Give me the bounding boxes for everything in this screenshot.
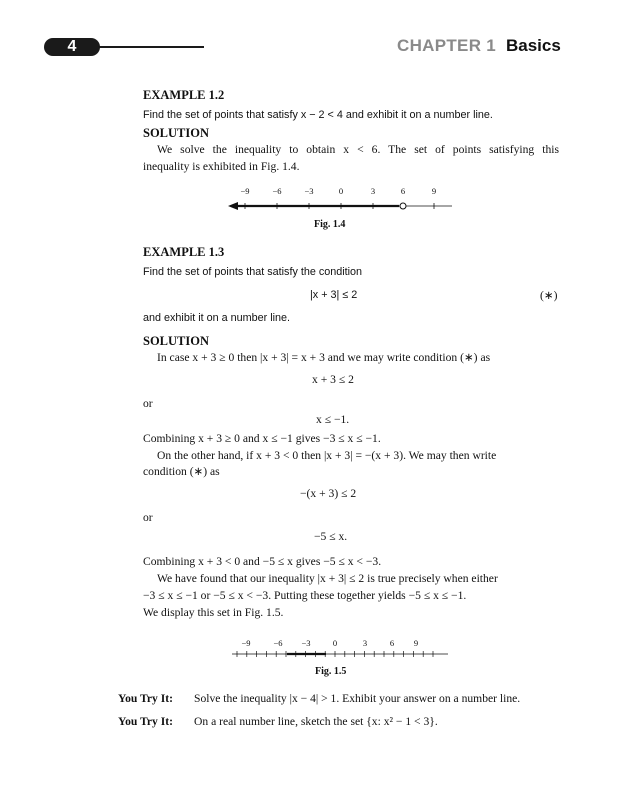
- example-1-3-prompt: Find the set of points that satisfy the condition: [143, 266, 363, 278]
- example-1-3-eq3: −(x + 3) ≤ 2: [300, 487, 357, 500]
- you-try-it-label-2: You Try It:: [118, 715, 173, 728]
- fig-1-5-tick-label: −9: [241, 638, 251, 648]
- fig-1-4-tick-label: 0: [338, 186, 344, 196]
- fig-1-5-ticks: [237, 651, 433, 657]
- example-1-3-solution-heading: SOLUTION: [143, 334, 209, 348]
- example-1-2-solution-line1: We solve the inequality to obtain x < 6. The set of points satisfying this: [157, 143, 559, 156]
- example-1-3-s1: In case x + 3 ≥ 0 then |x + 3| = x + 3 and we may write condition (∗) as: [157, 351, 491, 364]
- header-rule: [96, 46, 204, 48]
- example-1-2-solution-line2: inequality is exhibited in Fig. 1.4.: [143, 160, 300, 173]
- fig-1-4-tick-label: −3: [304, 186, 314, 196]
- example-1-3-s3: On the other hand, if x + 3 < 0 then |x + 3| = −(x + 3). We may then write: [157, 449, 497, 462]
- fig-1-5-tick-label: 6: [389, 638, 395, 648]
- fig-1-4-tick-label: −6: [272, 186, 282, 196]
- example-1-3-s2: Combining x + 3 ≥ 0 and x ≤ −1 gives −3 ≤ x ≤ −1.: [143, 432, 381, 445]
- fig-1-4-tick-label: −9: [240, 186, 250, 196]
- you-try-it-text-2: On a real number line, sketch the set {x: x² − 1 < 3}.: [194, 715, 438, 728]
- example-1-3-eq1: x + 3 ≤ 2: [312, 373, 354, 386]
- chapter-title: Basics: [506, 36, 561, 55]
- example-1-3-eq2: x ≤ −1.: [316, 413, 350, 426]
- fig-1-5-tick-label: 9: [413, 638, 419, 648]
- page-number-badge: 4: [44, 38, 100, 56]
- chapter-label: CHAPTER 1: [397, 36, 497, 55]
- you-try-it-text-1: Solve the inequality |x − 4| > 1. Exhibit your answer on a number line.: [194, 692, 521, 705]
- example-1-2-solution-heading: SOLUTION: [143, 126, 209, 140]
- you-try-it-label-1: You Try It:: [118, 692, 173, 705]
- example-1-3-s7: −3 ≤ x ≤ −1 or −5 ≤ x < −3. Putting these together yields −5 ≤ x ≤ −1.: [143, 589, 467, 602]
- example-1-3-s5: Combining x + 3 < 0 and −5 ≤ x gives −5 ≤ x < −3.: [143, 555, 382, 568]
- figure-1-4-number-line: [226, 184, 454, 214]
- example-1-3-or1: or: [143, 397, 153, 410]
- fig-1-5-tick-label: 3: [362, 638, 368, 648]
- example-1-3-or2: or: [143, 511, 153, 524]
- figure-1-5-caption: Fig. 1.5: [315, 666, 347, 677]
- example-1-3-heading: EXAMPLE 1.3: [143, 245, 225, 259]
- fig-1-4-tick-label: 6: [400, 186, 406, 196]
- example-1-3-s4: condition (∗) as: [143, 465, 220, 478]
- fig-1-5-tick-labels: [241, 638, 418, 648]
- example-1-2-heading: EXAMPLE 1.2: [143, 88, 225, 102]
- fig-1-5-tick-label: −6: [273, 638, 283, 648]
- fig-1-5-tick-label: −3: [301, 638, 311, 648]
- fig-1-4-tick-label: 9: [431, 186, 437, 196]
- example-1-3-eq4: −5 ≤ x.: [314, 530, 348, 543]
- figure-1-4-caption: Fig. 1.4: [314, 219, 346, 230]
- example-1-2-prompt: Find the set of points that satisfy x − 2 < 4 and exhibit it on a number line.: [143, 109, 493, 121]
- example-1-3-condition-tag: (∗): [540, 289, 558, 302]
- figure-1-5-number-line: [226, 637, 454, 663]
- fig-1-4-tick-label: 3: [370, 186, 376, 196]
- example-1-3-condition: |x + 3| ≤ 2: [310, 289, 358, 301]
- fig-1-4-left-arrow: [228, 202, 238, 210]
- example-1-3-s6: We have found that our inequality |x + 3| ≤ 2 is true precisely when either: [157, 572, 498, 585]
- example-1-3-prompt-tail: and exhibit it on a number line.: [143, 312, 291, 324]
- fig-1-4-open-endpoint: [400, 203, 406, 209]
- example-1-3-s8: We display this set in Fig. 1.5.: [143, 606, 284, 619]
- fig-1-5-tick-label: 0: [332, 638, 338, 648]
- fig-1-4-tick-labels: [240, 186, 436, 196]
